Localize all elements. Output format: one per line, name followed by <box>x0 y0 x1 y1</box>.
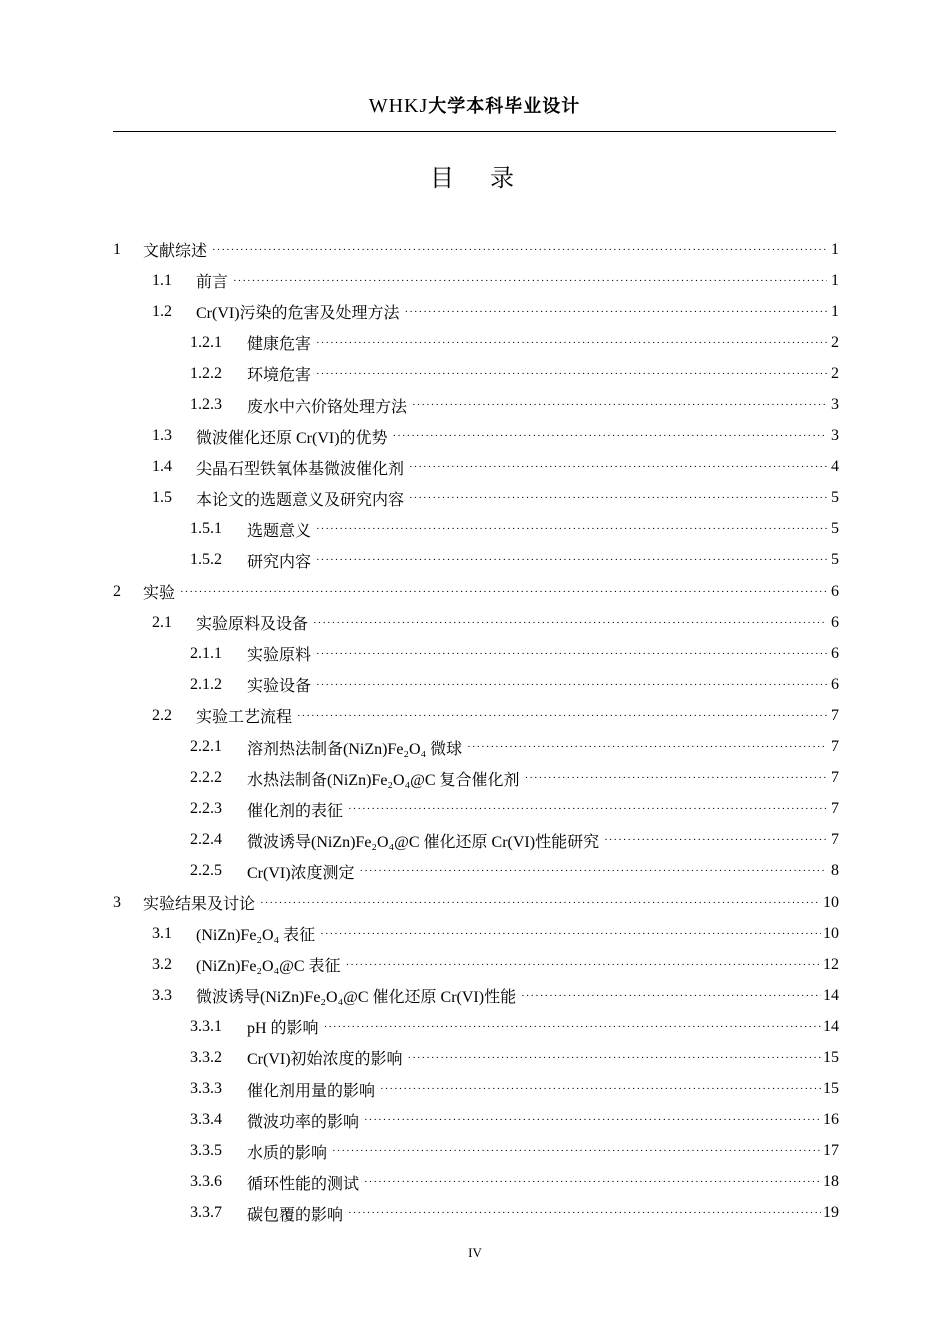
toc-dot-leader <box>320 928 821 940</box>
toc-entry-number: 2.2 <box>152 706 172 724</box>
toc-entry-number: 2.1 <box>152 613 172 631</box>
toc-entry[interactable] <box>113 607 839 638</box>
toc-dot-leader <box>324 1021 821 1033</box>
toc-entry-title: 健康危害 <box>247 336 312 354</box>
toc-entry[interactable] <box>113 483 839 514</box>
toc-entry-page: 7 <box>831 831 839 849</box>
toc-dot-leader <box>348 803 827 815</box>
page-number: IV <box>468 1245 482 1260</box>
toc-dot-leader <box>316 368 827 380</box>
toc-entry-page: 6 <box>831 582 839 600</box>
toc-entry[interactable] <box>113 296 839 327</box>
toc-entry[interactable] <box>113 1042 839 1073</box>
toc-entry[interactable] <box>113 327 839 358</box>
toc-entry-title: 实验原料 <box>247 647 312 665</box>
toc-entry-title: 实验结果及讨论 <box>143 896 256 914</box>
toc-entry-number: 3.2 <box>152 955 172 973</box>
toc-entry[interactable] <box>113 763 839 794</box>
toc-entry-title: (NiZn)Fe₂O₄@C 表征 <box>196 958 341 976</box>
toc-dot-leader <box>409 492 827 504</box>
toc-entry-title: 水热法制备(NiZn)Fe₂O₄@C 复合催化剂 <box>247 771 520 789</box>
toc-entry-title: 选题意义 <box>247 522 312 540</box>
toc-entry-number: 3.3.7 <box>190 1204 222 1222</box>
toc-entry-number: 3.3.6 <box>190 1173 222 1191</box>
toc-entry-title: 微波功率的影响 <box>247 1113 360 1131</box>
toc-entry-number: 1 <box>113 240 121 258</box>
toc-entry-page: 10 <box>823 893 839 911</box>
page-title: 目 录 <box>430 164 520 192</box>
toc-entry-number: 1.5.2 <box>190 551 222 569</box>
toc-entry-page: 18 <box>823 1173 839 1191</box>
toc-entry-page: 1 <box>831 240 839 258</box>
toc-entry-number: 1.5.1 <box>190 520 222 538</box>
toc-entry[interactable] <box>113 669 839 700</box>
toc-entry-title: 实验设备 <box>247 678 312 696</box>
toc-entry-number: 2.2.4 <box>190 831 222 849</box>
toc-entry[interactable] <box>113 732 839 763</box>
toc-entry-page: 17 <box>823 1142 839 1160</box>
toc-dot-leader <box>364 1176 821 1188</box>
toc-entry-title: 微波催化还原 Cr(VI)的优势 <box>196 429 388 447</box>
toc-entry-title: 溶剂热法制备(NiZn)Fe₂O₄ 微球 <box>247 740 463 758</box>
toc-dot-leader <box>380 1083 821 1095</box>
toc-entry-title: 催化剂的表征 <box>247 802 344 820</box>
toc-entry-title: 水质的影响 <box>247 1144 328 1162</box>
toc-entry-page: 7 <box>831 706 839 724</box>
toc-entry-number: 1.3 <box>152 427 172 445</box>
toc-entry[interactable] <box>113 856 839 887</box>
toc-entry-number: 3.3.4 <box>190 1111 222 1129</box>
toc-entry[interactable] <box>113 1105 839 1136</box>
toc-entry[interactable] <box>113 1167 839 1198</box>
toc-dot-leader <box>393 430 827 442</box>
toc-dot-leader <box>316 648 827 660</box>
toc-entry-page: 7 <box>831 769 839 787</box>
toc-entry-page: 2 <box>831 364 839 382</box>
toc-entry-number: 2.2.5 <box>190 862 222 880</box>
header-prefix: WHKJ <box>368 95 429 117</box>
toc-entry-title: Cr(VI)浓度测定 <box>247 864 355 882</box>
toc-entry[interactable] <box>113 1011 839 1042</box>
toc-entry[interactable] <box>113 794 839 825</box>
toc-dot-leader <box>409 461 827 473</box>
toc-entry[interactable] <box>113 825 839 856</box>
toc-entry[interactable] <box>113 700 839 731</box>
toc-entry-title: 碳包覆的影响 <box>247 1206 344 1224</box>
toc-entry-page: 15 <box>823 1048 839 1066</box>
toc-entry-page: 7 <box>831 800 839 818</box>
toc-entry-title: 实验原料及设备 <box>196 616 309 634</box>
toc-dot-leader <box>364 1114 821 1126</box>
toc-entry-page: 2 <box>831 333 839 351</box>
toc-entry-number: 2.1.2 <box>190 675 222 693</box>
toc-entry-title: pH 的影响 <box>247 1020 319 1038</box>
toc-entry-number: 1.1 <box>152 271 172 289</box>
toc-entry[interactable] <box>113 918 839 949</box>
toc-entry-page: 8 <box>831 862 839 880</box>
toc-entry-number: 1.2.3 <box>190 396 222 414</box>
toc-entry[interactable] <box>113 452 839 483</box>
toc-entry[interactable] <box>113 265 839 296</box>
toc-entry-page: 5 <box>831 520 839 538</box>
toc-entry-title: 研究内容 <box>247 553 312 571</box>
toc-entry-title: 前言 <box>196 274 229 292</box>
toc-entry-page: 14 <box>823 1017 839 1035</box>
toc-dot-leader <box>313 617 827 629</box>
toc-entry-page: 16 <box>823 1111 839 1129</box>
toc-entry-page: 6 <box>831 675 839 693</box>
toc-entry-title: 文献综述 <box>143 243 208 261</box>
toc-dot-leader <box>346 959 821 971</box>
toc-entry[interactable] <box>113 1136 839 1167</box>
toc-entry[interactable] <box>113 980 839 1011</box>
toc-entry-number: 2.2.1 <box>190 738 222 756</box>
table-of-contents <box>113 234 839 1229</box>
page-header <box>113 92 836 118</box>
toc-entry[interactable] <box>113 1198 839 1229</box>
toc-dot-leader <box>212 244 827 256</box>
toc-dot-leader <box>412 399 827 411</box>
toc-entry-page: 5 <box>831 551 839 569</box>
toc-dot-leader <box>360 865 827 877</box>
toc-entry[interactable] <box>113 358 839 389</box>
toc-entry[interactable] <box>113 514 839 545</box>
toc-dot-leader <box>316 337 827 349</box>
toc-entry-number: 1.2 <box>152 302 172 320</box>
toc-entry-number: 3.3.3 <box>190 1080 222 1098</box>
toc-entry[interactable] <box>113 887 839 918</box>
toc-entry-page: 3 <box>831 396 839 414</box>
toc-entry-number: 1.2.2 <box>190 364 222 382</box>
toc-entry-page: 4 <box>831 458 839 476</box>
toc-entry-number: 1.4 <box>152 458 172 476</box>
toc-entry-number: 2.1.1 <box>190 644 222 662</box>
toc-dot-leader <box>604 834 827 846</box>
toc-entry[interactable] <box>113 638 839 669</box>
toc-entry-page: 5 <box>831 489 839 507</box>
toc-entry-number: 3.3.5 <box>190 1142 222 1160</box>
toc-entry-page: 1 <box>831 302 839 320</box>
toc-entry-title: 实验工艺流程 <box>196 709 293 727</box>
toc-entry-title: 本论文的选题意义及研究内容 <box>196 491 405 509</box>
toc-entry-page: 3 <box>831 427 839 445</box>
toc-dot-leader <box>521 990 821 1002</box>
toc-dot-leader <box>405 306 827 318</box>
toc-entry[interactable] <box>113 545 839 576</box>
toc-entry-title: 微波诱导(NiZn)Fe₂O₄@C 催化还原 Cr(VI)性能 <box>196 989 517 1007</box>
toc-entry-number: 3.3.1 <box>190 1017 222 1035</box>
toc-entry-title: 环境危害 <box>247 367 312 385</box>
toc-dot-leader <box>297 710 827 722</box>
toc-entry-number: 3 <box>113 893 121 911</box>
toc-entry-number: 2.2.2 <box>190 769 222 787</box>
toc-entry-page: 7 <box>831 738 839 756</box>
toc-dot-leader <box>525 772 827 784</box>
toc-entry-title: 循环性能的测试 <box>247 1175 360 1193</box>
toc-entry[interactable] <box>113 421 839 452</box>
toc-entry-number: 1.5 <box>152 489 172 507</box>
toc-entry-number: 2 <box>113 582 121 600</box>
toc-dot-leader <box>180 586 827 598</box>
toc-entry-number: 2.2.3 <box>190 800 222 818</box>
toc-entry-number: 1.2.1 <box>190 333 222 351</box>
toc-dot-leader <box>316 554 827 566</box>
toc-entry-title: Cr(VI)初始浓度的影响 <box>247 1051 403 1069</box>
toc-dot-leader <box>408 1052 821 1064</box>
toc-dot-leader <box>260 897 821 909</box>
toc-entry-page: 6 <box>831 613 839 631</box>
toc-entry-page: 1 <box>831 271 839 289</box>
toc-entry[interactable] <box>113 234 839 265</box>
toc-entry[interactable] <box>113 389 839 420</box>
toc-entry-title: 尖晶石型铁氧体基微波催化剂 <box>196 460 405 478</box>
toc-entry-number: 3.1 <box>152 924 172 942</box>
toc-entry-title: 废水中六价铬处理方法 <box>247 398 408 416</box>
toc-entry-number: 3.3.2 <box>190 1048 222 1066</box>
toc-dot-leader <box>233 275 827 287</box>
toc-entry-title: Cr(VI)污染的危害及处理方法 <box>196 305 400 323</box>
toc-dot-leader <box>332 1145 821 1157</box>
toc-entry-title: (NiZn)Fe₂O₄ 表征 <box>196 927 316 945</box>
toc-entry-number: 3.3 <box>152 986 172 1004</box>
toc-entry-page: 15 <box>823 1080 839 1098</box>
toc-entry-page: 19 <box>823 1204 839 1222</box>
toc-dot-leader <box>316 523 827 535</box>
toc-entry-title: 催化剂用量的影响 <box>247 1082 376 1100</box>
toc-dot-leader <box>348 1207 821 1219</box>
toc-entry[interactable] <box>113 949 839 980</box>
toc-entry-title: 实验 <box>143 585 176 603</box>
header-rule <box>113 131 836 132</box>
toc-entry-title: 微波诱导(NiZn)Fe₂O₄@C 催化还原 Cr(VI)性能研究 <box>247 833 600 851</box>
toc-entry-page: 10 <box>823 924 839 942</box>
toc-entry[interactable] <box>113 1074 839 1105</box>
toc-entry-page: 12 <box>823 955 839 973</box>
toc-dot-leader <box>316 679 827 691</box>
toc-entry[interactable] <box>113 576 839 607</box>
header-suffix: 大学本科毕业设计 <box>428 96 581 117</box>
toc-dot-leader <box>467 741 827 753</box>
toc-entry-page: 6 <box>831 644 839 662</box>
toc-entry-page: 14 <box>823 986 839 1004</box>
